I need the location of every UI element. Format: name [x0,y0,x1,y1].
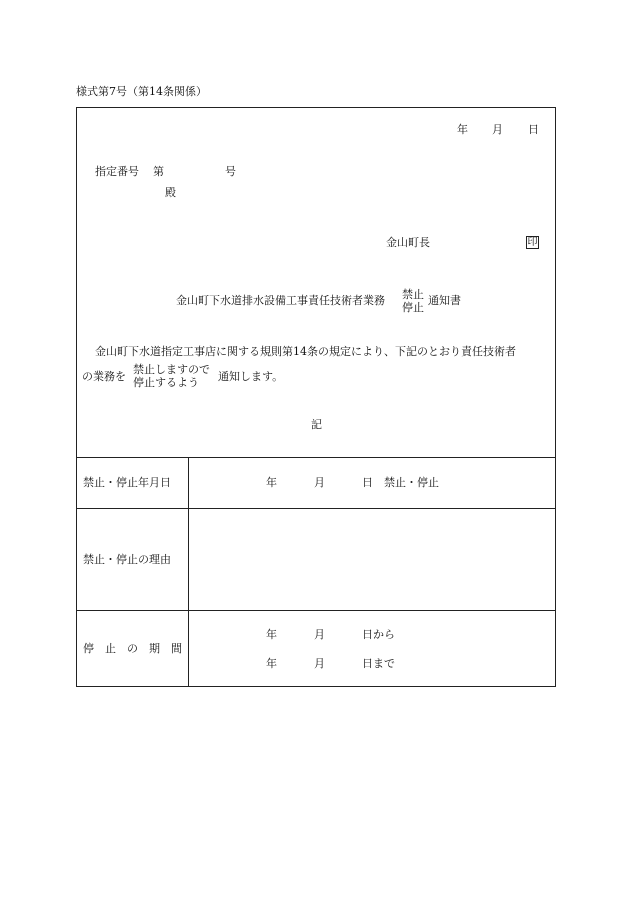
row3-from-month: 月 [314,628,325,641]
body-options [133,363,210,389]
row-label-period: 停 止 の 期 間 [83,642,182,655]
row1-month: 月 [314,476,325,489]
honorific: 殿 [165,186,176,199]
form-title-end: 通知書 [428,294,461,307]
seal-mark: 印 [527,237,538,248]
title-option-prohibit: 禁止 [402,288,424,301]
row3-to-year: 年 [266,657,277,670]
row-label-reason: 禁止・停止の理由 [83,553,171,566]
body-option-suspend: 停止するよう [133,376,199,389]
designation-prefix: 第 [153,165,164,178]
designation-suffix: 号 [225,165,236,178]
form-border [76,107,556,687]
issuer-name: 金山町長 [386,236,430,249]
row1-type: 禁止・停止 [384,476,439,489]
row1-year: 年 [266,476,277,489]
title-option-suspend: 停止 [402,301,424,314]
table-row-divider [76,610,556,611]
table-row-divider [76,508,556,509]
date-month: 月 [492,123,503,136]
row1-day: 日 [362,476,373,489]
row3-to-month: 月 [314,657,325,670]
form-title: 金山町下水道排水設備工事責任技術者業務 [176,294,385,307]
form-caption: 様式第7号（第14条関係） [76,85,207,98]
body-line-1: 金山町下水道指定工事店に関する規則第14条の規定により、下記のとおり責任技術者 [95,345,516,358]
row3-from-day: 日から [362,628,395,641]
ki-heading: 記 [311,418,322,431]
row-label-date: 禁止・停止年月日 [83,476,171,489]
row3-from-year: 年 [266,628,277,641]
body-line-2-start: の業務を [82,370,126,383]
row3-to-day: 日まで [362,657,395,670]
body-line-2-end: 通知します。 [218,370,284,383]
date-day: 日 [528,123,539,136]
body-option-prohibit: 禁止しますので [133,363,210,376]
table-column-divider [188,457,189,687]
date-year: 年 [457,123,468,136]
title-options [402,288,424,314]
section-divider [76,457,556,458]
designation-label: 指定番号 [95,165,139,178]
